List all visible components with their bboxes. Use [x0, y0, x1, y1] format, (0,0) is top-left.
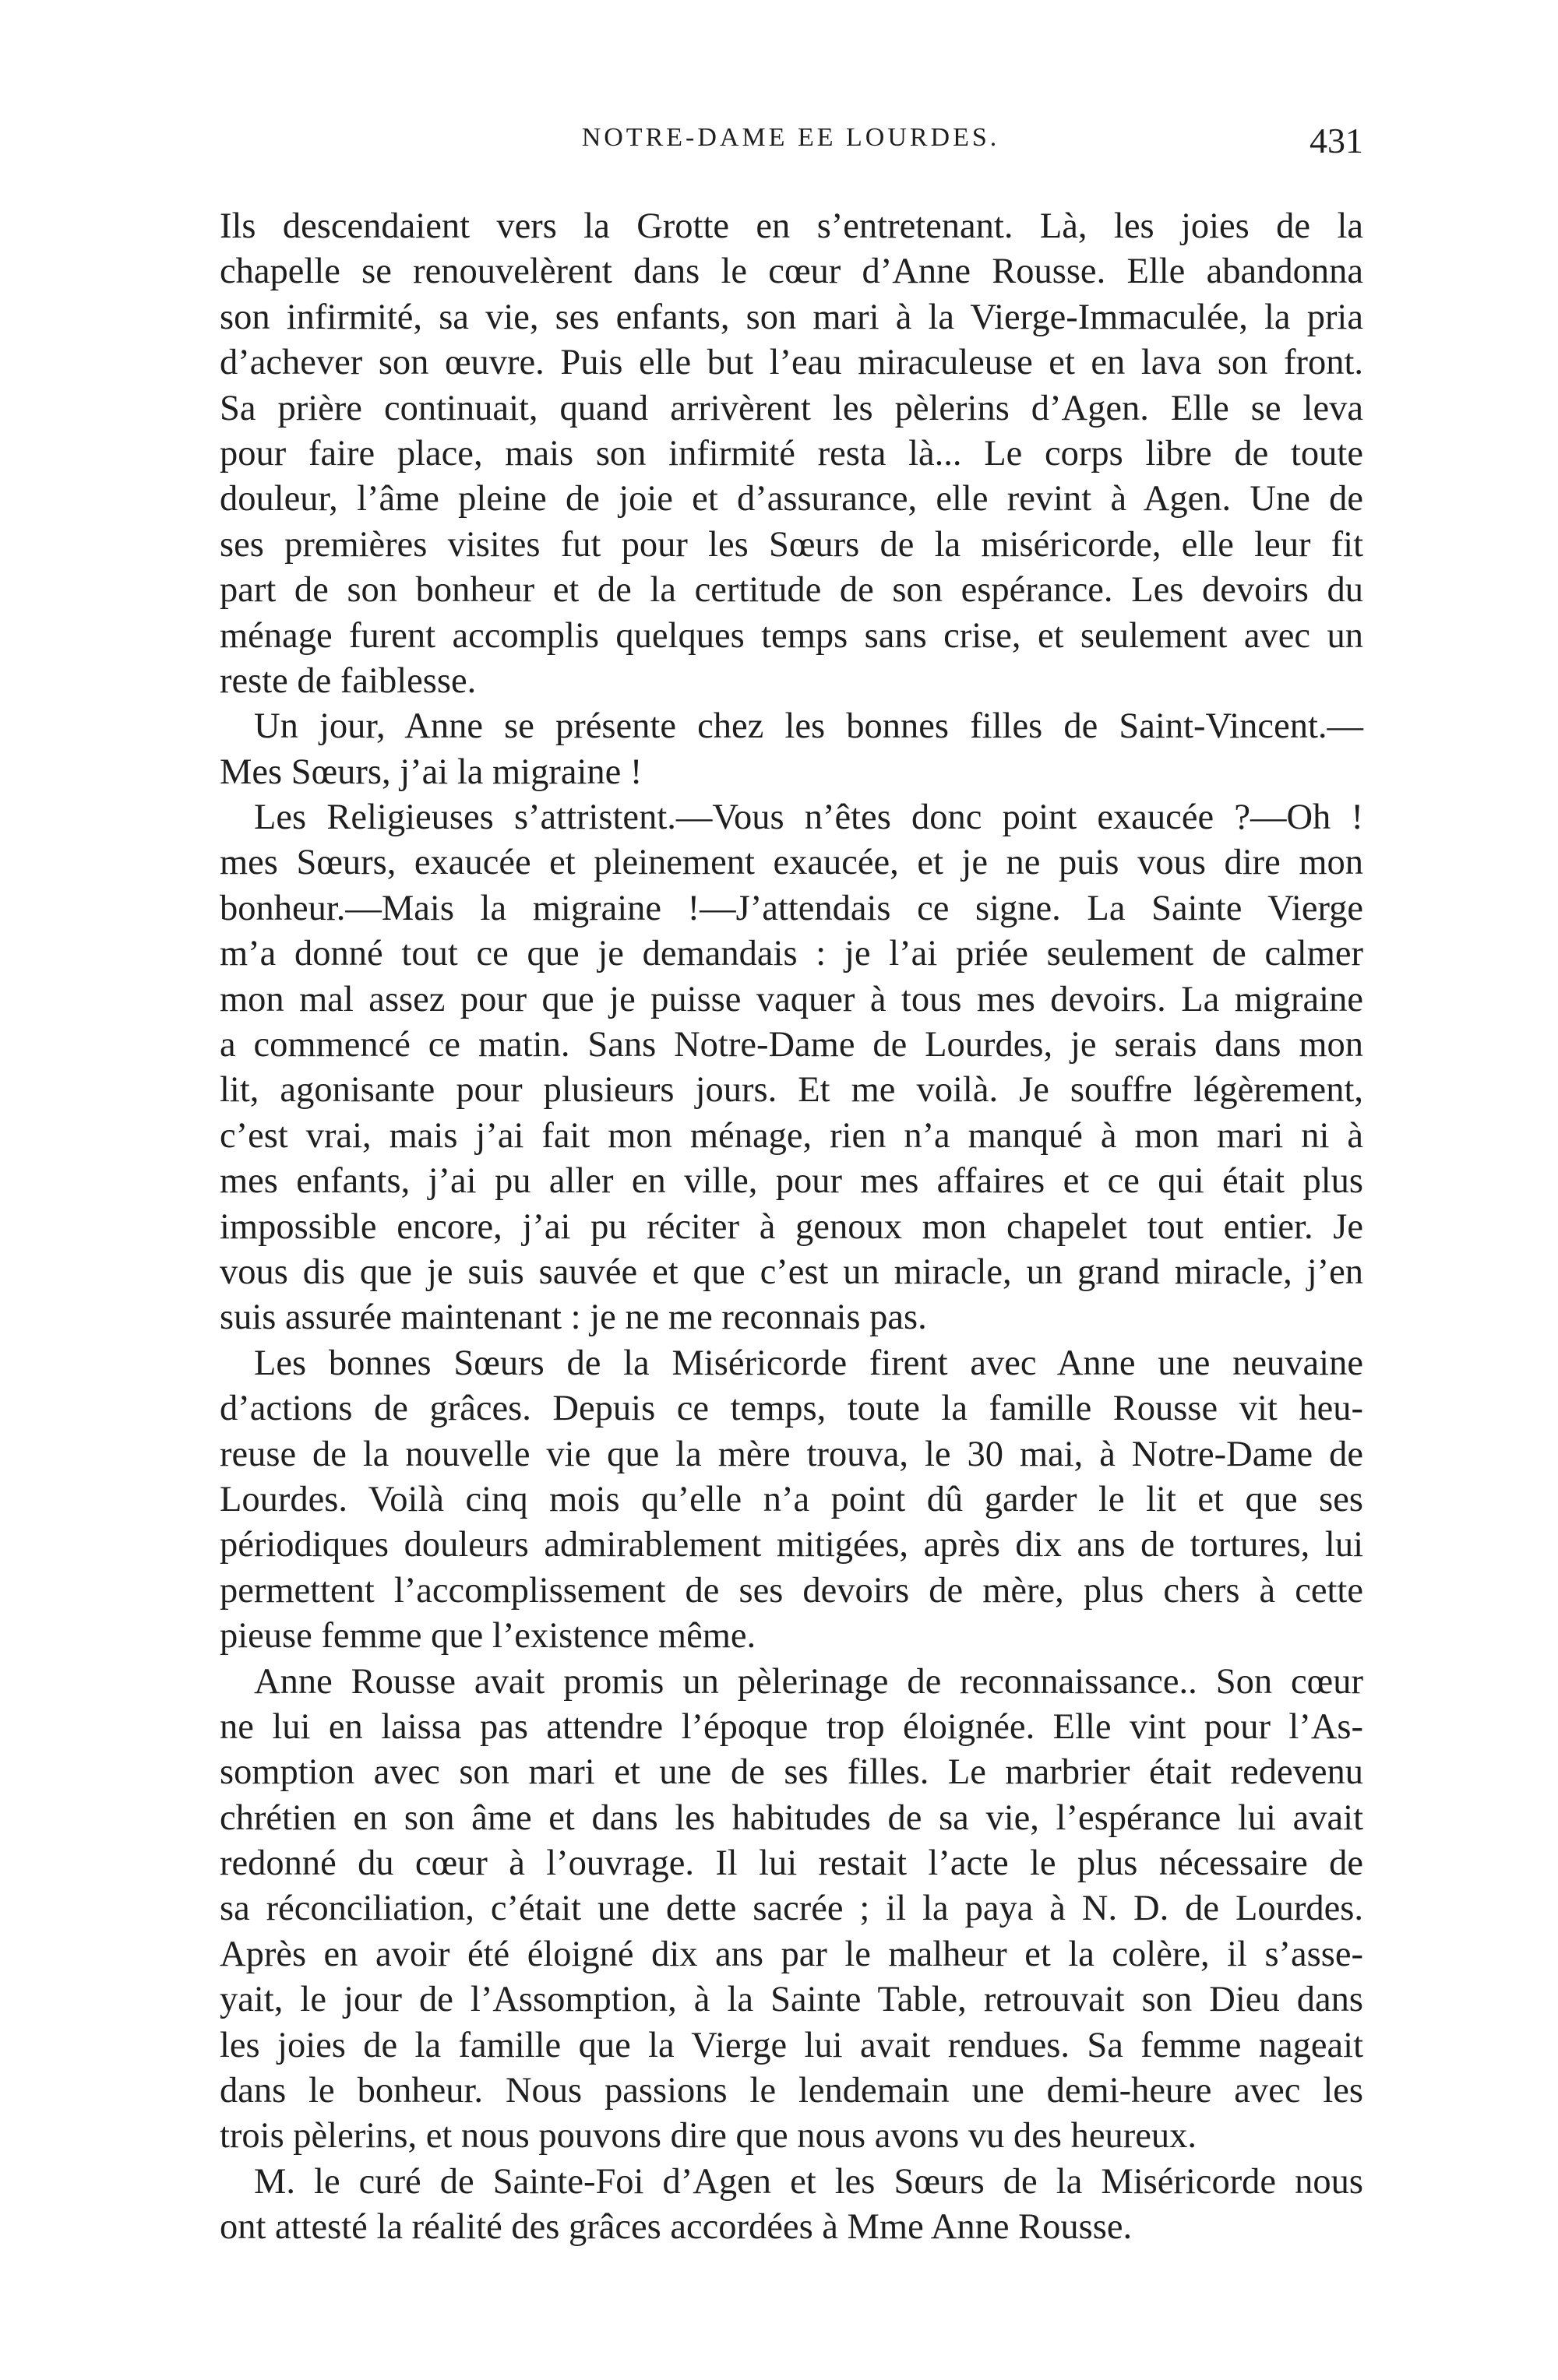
- text-line: périodiques douleurs admirablement mitigées, après dix ans de tortures, lui: [220, 1525, 1363, 1565]
- text-line: Lourdes. Voilà cinq mois qu’elle n’a point dû garder le lit et que ses: [220, 1479, 1363, 1519]
- text-line: yait, le jour de l’Assomption, à la Sainte Table, retrouvait son Dieu dans: [220, 1980, 1363, 2020]
- text-line: mon mal assez pour que je puisse vaquer à tous mes devoirs. La migraine: [220, 979, 1363, 1019]
- text-line: reste de faiblesse.: [220, 660, 477, 701]
- text-line: d’actions de grâces. Depuis ce temps, toute la famille Rousse vit heu-: [220, 1389, 1363, 1429]
- text-line: chapelle se renouvelèrent dans le cœur d’Anne Rousse. Elle abandonna: [220, 252, 1363, 292]
- text-line: d’achever son œuvre. Puis elle but l’eau miraculeuse et en lava son front.: [220, 343, 1363, 383]
- text-line: son infirmité, sa vie, ses enfants, son mari à la Vierge-Immaculée, la pria: [220, 297, 1363, 337]
- text-line: a commencé ce matin. Sans Notre-Dame de Lourdes, je serais dans mon: [220, 1025, 1363, 1065]
- running-title: NOTRE-DAME EE LOURDES.: [581, 123, 1000, 152]
- text-line: M. le curé de Sainte-Foi d’Agen et les Sœurs de la Miséricorde nous: [254, 2161, 1363, 2202]
- text-line: ont attesté la réalité des grâces accordées à Mme Anne Rousse.: [220, 2207, 1133, 2248]
- text-line: ménage furent accomplis quelques temps sans crise, et seulement avec un: [220, 615, 1363, 656]
- text-line: part de son bonheur et de la certitude de son espérance. Les devoirs du: [220, 570, 1363, 611]
- page-number: 431: [1309, 121, 1363, 160]
- text-line: m’a donné tout ce que je demandais : je l’ai priée seulement de calmer: [220, 934, 1363, 974]
- text-line: Ils descendaient vers la Grotte en s’entretenant. Là, les joies de la: [220, 206, 1363, 246]
- text-line: Un jour, Anne se présente chez les bonnes filles de Saint-Vincent.—: [254, 706, 1363, 747]
- text-line: chrétien en son âme et dans les habitudes de sa vie, l’espérance lui avait: [220, 1797, 1363, 1838]
- text-line: bonheur.—Mais la migraine !—J’attendais ce signe. La Sainte Vierge: [220, 888, 1363, 928]
- text-line: pieuse femme que l’existence même.: [220, 1616, 756, 1656]
- text-line: redonné du cœur à l’ouvrage. Il lui restait l’acte le plus nécessaire de: [220, 1843, 1363, 1884]
- text-line: trois pèlerins, et nous pouvons dire que nous avons vu des heureux.: [220, 2116, 1197, 2156]
- text-line: vous dis que je suis sauvée et que c’est un miracle, un grand miracle, j’en: [220, 1252, 1363, 1292]
- text-block: [220, 204, 1363, 2251]
- running-head: [218, 123, 1363, 170]
- text-line: Mes Sœurs, j’ai la migraine !: [220, 752, 643, 792]
- text-line: somption avec son mari et une de ses filles. Le marbrier était redevenu: [220, 1752, 1363, 1793]
- text-line: Après en avoir été éloigné dix ans par le malheur et la colère, il s’asse-: [220, 1934, 1363, 1974]
- text-line: douleur, l’âme pleine de joie et d’assurance, elle revint à Agen. Une de: [220, 479, 1363, 519]
- text-line: Les bonnes Sœurs de la Miséricorde firent avec Anne une neuvaine: [254, 1343, 1363, 1383]
- text-line: dans le bonheur. Nous passions le lendemain une demi-heure avec les: [220, 2071, 1363, 2111]
- text-line: permettent l’accomplissement de ses devoirs de mère, plus chers à cette: [220, 1570, 1363, 1611]
- text-line: Les Religieuses s’attristent.—Vous n’êtes donc point exaucée ?—Oh !: [254, 797, 1363, 838]
- text-line: Anne Rousse avait promis un pèlerinage de reconnaissance.. Son cœur: [254, 1661, 1363, 1702]
- text-line: ses premières visites fut pour les Sœurs de la miséricorde, elle leur fit: [220, 524, 1363, 565]
- text-line: pour faire place, mais son infirmité resta là... Le corps libre de toute: [220, 433, 1363, 474]
- text-line: suis assurée maintenant : je ne me reconnais pas.: [220, 1297, 927, 1338]
- text-line: mes enfants, j’ai pu aller en ville, pour mes affaires et ce qui était plus: [220, 1161, 1363, 1202]
- text-line: ne lui en laissa pas attendre l’époque trop éloignée. Elle vint pour l’As-: [220, 1706, 1363, 1747]
- text-line: Sa prière continuait, quand arrivèrent les pèlerins d’Agen. Elle se leva: [220, 388, 1363, 428]
- text-line: c’est vrai, mais j’ai fait mon ménage, rien n’a manqué à mon mari ni à: [220, 1115, 1363, 1156]
- text-line: impossible encore, j’ai pu réciter à genoux mon chapelet tout entier. Je: [220, 1206, 1363, 1247]
- text-line: sa réconciliation, c’était une dette sacrée ; il la paya à N. D. de Lourdes.: [220, 1889, 1363, 1929]
- text-line: lit, agonisante pour plusieurs jours. Et me voilà. Je souffre légèrement,: [220, 1070, 1363, 1111]
- text-line: les joies de la famille que la Vierge lui avait rendues. Sa femme nageait: [220, 2025, 1363, 2065]
- text-line: mes Sœurs, exaucée et pleinement exaucée, et je ne puis vous dire mon: [220, 843, 1363, 883]
- text-line: reuse de la nouvelle vie que la mère trouva, le 30 mai, à Notre-Dame de: [220, 1434, 1363, 1474]
